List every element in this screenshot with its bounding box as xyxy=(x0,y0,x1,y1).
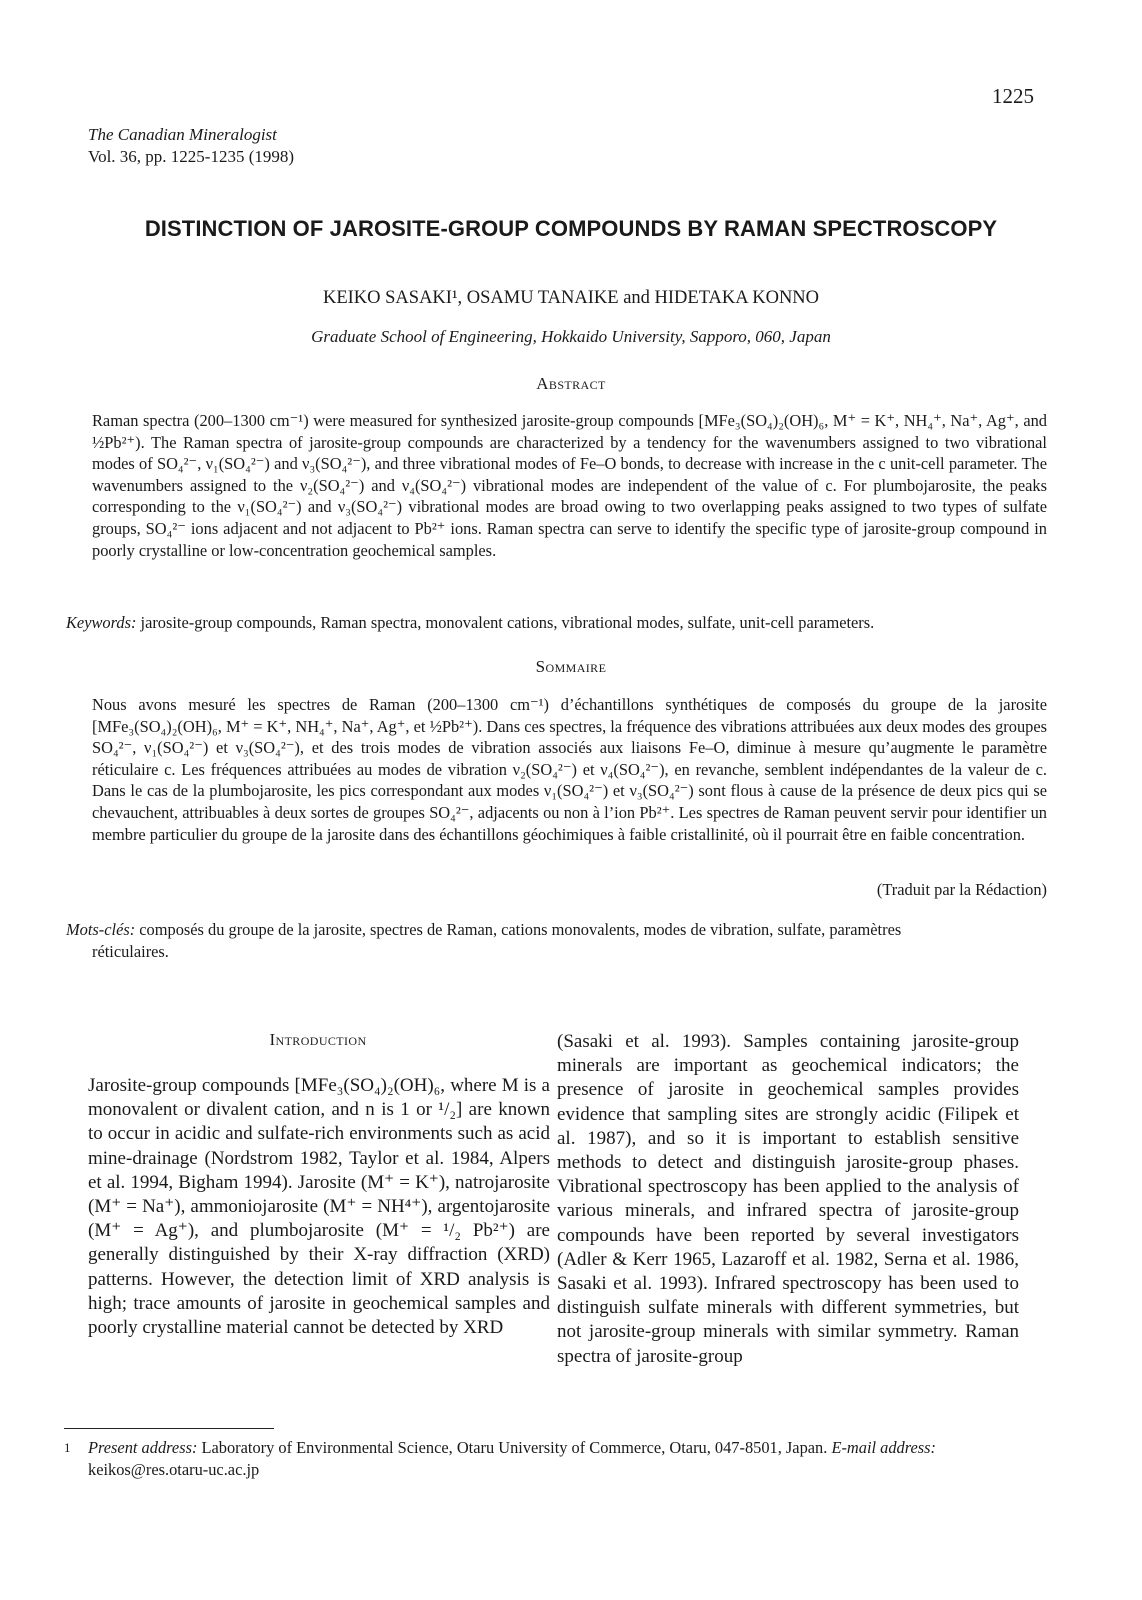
footnote-label: Present address: xyxy=(88,1438,198,1457)
journal-name: The Canadian Mineralogist xyxy=(88,125,277,144)
mots-cles-continuation: réticulaires. xyxy=(92,941,169,961)
footnote-divider xyxy=(64,1428,274,1429)
mots-cles xyxy=(66,919,1046,962)
mots-cles-label: Mots-clés: xyxy=(66,920,136,939)
sommaire-text: Nous avons mesuré les spectres de Raman (200–1300 cm⁻¹) d’échantillons synthétiques de composés du groupe de la jarosite [MFe₃(SO₄)₂(OH)₆, M⁺ = K⁺, NH₄⁺, Na⁺, Ag⁺, et ½Pb²⁺). Dans ces spectres, la fréquence des vibrations attribuées aux deux modes des groupes SO₄²⁻, ν₁(SO₄²⁻) et ν₃(SO₄²⁻), et des trois modes de vibration associés aux liaisons Fe–O, diminue à mesure qu’augmente le paramètre réticulaire c. Les fréquences attribuées au modes de vibration ν₂(SO₄²⁻) et ν₄(SO₄²⁻), en revanche, semblent indépendantes de la valeur de c. Dans le cas de la plumbojarosite, les pics correspondant aux modes ν₁(SO₄²⁻) et ν₃(SO₄²⁻) sont flous à cause de la présence de deux pics qui se chevauchent, attribuables à deux sortes de groupes SO₄²⁻, adjacents ou non à l’ion Pb²⁺. Les spectres de Raman peuvent servir pour identifier un membre particulier du groupe de la jarosite dans des échantillons géochimiques à faible cristallinité, où il pourrait être en faible concentration. xyxy=(92,695,1047,844)
footnote-email: keikos@res.otaru-uc.ac.jp xyxy=(88,1459,260,1479)
introduction-heading: Introduction xyxy=(269,1030,367,1049)
paper-title: DISTINCTION OF JAROSITE-GROUP COMPOUNDS BY RAMAN SPECTROSCOPY xyxy=(144,216,998,241)
footnote-body xyxy=(88,1437,1038,1480)
affiliation: Graduate School of Engineering, Hokkaido University, Sapporo, 060, Japan xyxy=(311,327,831,346)
introduction-left-column: Jarosite-group compounds [MFe₃(SO₄)₂(OH)₆, where M is a monovalent or divalent cation, and n is 1 or ¹/₂] are known to occur in acidic and sulfate-rich environments such as acid mine-drainage (Nordstrom 1982, Taylor et al. 1984, Alpers et al. 1994, Bigham 1994). Jarosite (M⁺ = K⁺), natrojarosite (M⁺ = Na⁺), ammoniojarosite (M⁺ = NH⁴⁺), argentojarosite (M⁺ = Ag⁺), and plumbojarosite (M⁺ = ¹/₂ Pb²⁺) are generally distinguished by their X-ray diffraction (XRD) patterns. However, the detection limit of XRD analysis is high; trace amounts of jarosite in geochemical samples and poorly crystalline material cannot be detected by XRD xyxy=(88,1075,550,1339)
volume-info: Vol. 36, pp. 1225-1235 (1998) xyxy=(88,147,295,166)
keywords xyxy=(66,612,1046,634)
author-list: KEIKO SASAKI¹, OSAMU TANAIKE and HIDETAKA KONNO xyxy=(322,288,820,308)
abstract-text: Raman spectra (200–1300 cm⁻¹) were measured for synthesized jarosite-group compounds [MFe₃(SO₄)₂(OH)₆, M⁺ = K⁺, NH₄⁺, Na⁺, Ag⁺, and ½Pb²⁺). The Raman spectra of jarosite-group compounds are characterized by a tendency for the wavenumbers assigned to two vibrational modes of SO₄²⁻, ν₁(SO₄²⁻) and ν₃(SO₄²⁻), and three vibrational modes of Fe–O bonds, to decrease with increase in the c unit-cell parameter. The wavenumbers assigned to the ν₂(SO₄²⁻) and ν₄(SO₄²⁻) vibrational modes are independent of the value of c. For plumbojarosite, the peaks corresponding to the ν₁(SO₄²⁻) and ν₃(SO₄²⁻) vibrational modes are broad owing to two overlapping peaks assigned to two types of sulfate groups, SO₄²⁻ ions adjacent and not adjacent to Pb²⁺ ions. Raman spectra can serve to identify the specific type of jarosite-group compound in poorly crystalline or low-concentration geochemical samples. xyxy=(92,411,1047,560)
abstract-heading: Abstract xyxy=(536,374,606,393)
footnote-mark: 1 xyxy=(64,1440,71,1455)
keywords-text: jarosite-group compounds, Raman spectra, monovalent cations, vibrational modes, sulfate, unit-cell parameters. xyxy=(136,613,875,632)
footnote-text: Laboratory of Environmental Science, Otaru University of Commerce, Otaru, 047-8501, Japan. xyxy=(197,1438,832,1457)
introduction-right-column: (Sasaki et al. 1993). Samples containing jarosite-group minerals are important as geochemical indicators; the presence of jarosite in geochemical samples provides evidence that sampling sites are strongly acidic (Filipek et al. 1987), and so it is important to establish sensitive methods to detect and distinguish jarosite-group phases. Vibrational spectroscopy has been applied to the analysis of various minerals, and infrared spectra of jarosite-group compounds have been reported by several investigators (Adler & Kerr 1965, Lazaroff et al. 1982, Serna et al. 1986, Sasaki et al. 1993). Infrared spectroscopy has been used to distinguish sulfate minerals with different symmetries, but not jarosite-group minerals with similar symmetry. Raman spectra of jarosite-group xyxy=(557,1031,1019,1367)
mots-cles-text: composés du groupe de la jarosite, spectres de Raman, cations monovalents, modes de vibration, sulfate, paramètres xyxy=(135,920,902,939)
journal-citation xyxy=(88,124,294,168)
keywords-label: Keywords: xyxy=(66,613,137,632)
page-number: 1225 xyxy=(992,84,1034,108)
sommaire-heading: Sommaire xyxy=(535,657,607,676)
footnote xyxy=(64,1437,1049,1480)
translation-credit: (Traduit par la Rédaction) xyxy=(876,880,1047,899)
footnote-email-label: E-mail address: xyxy=(831,1438,937,1457)
